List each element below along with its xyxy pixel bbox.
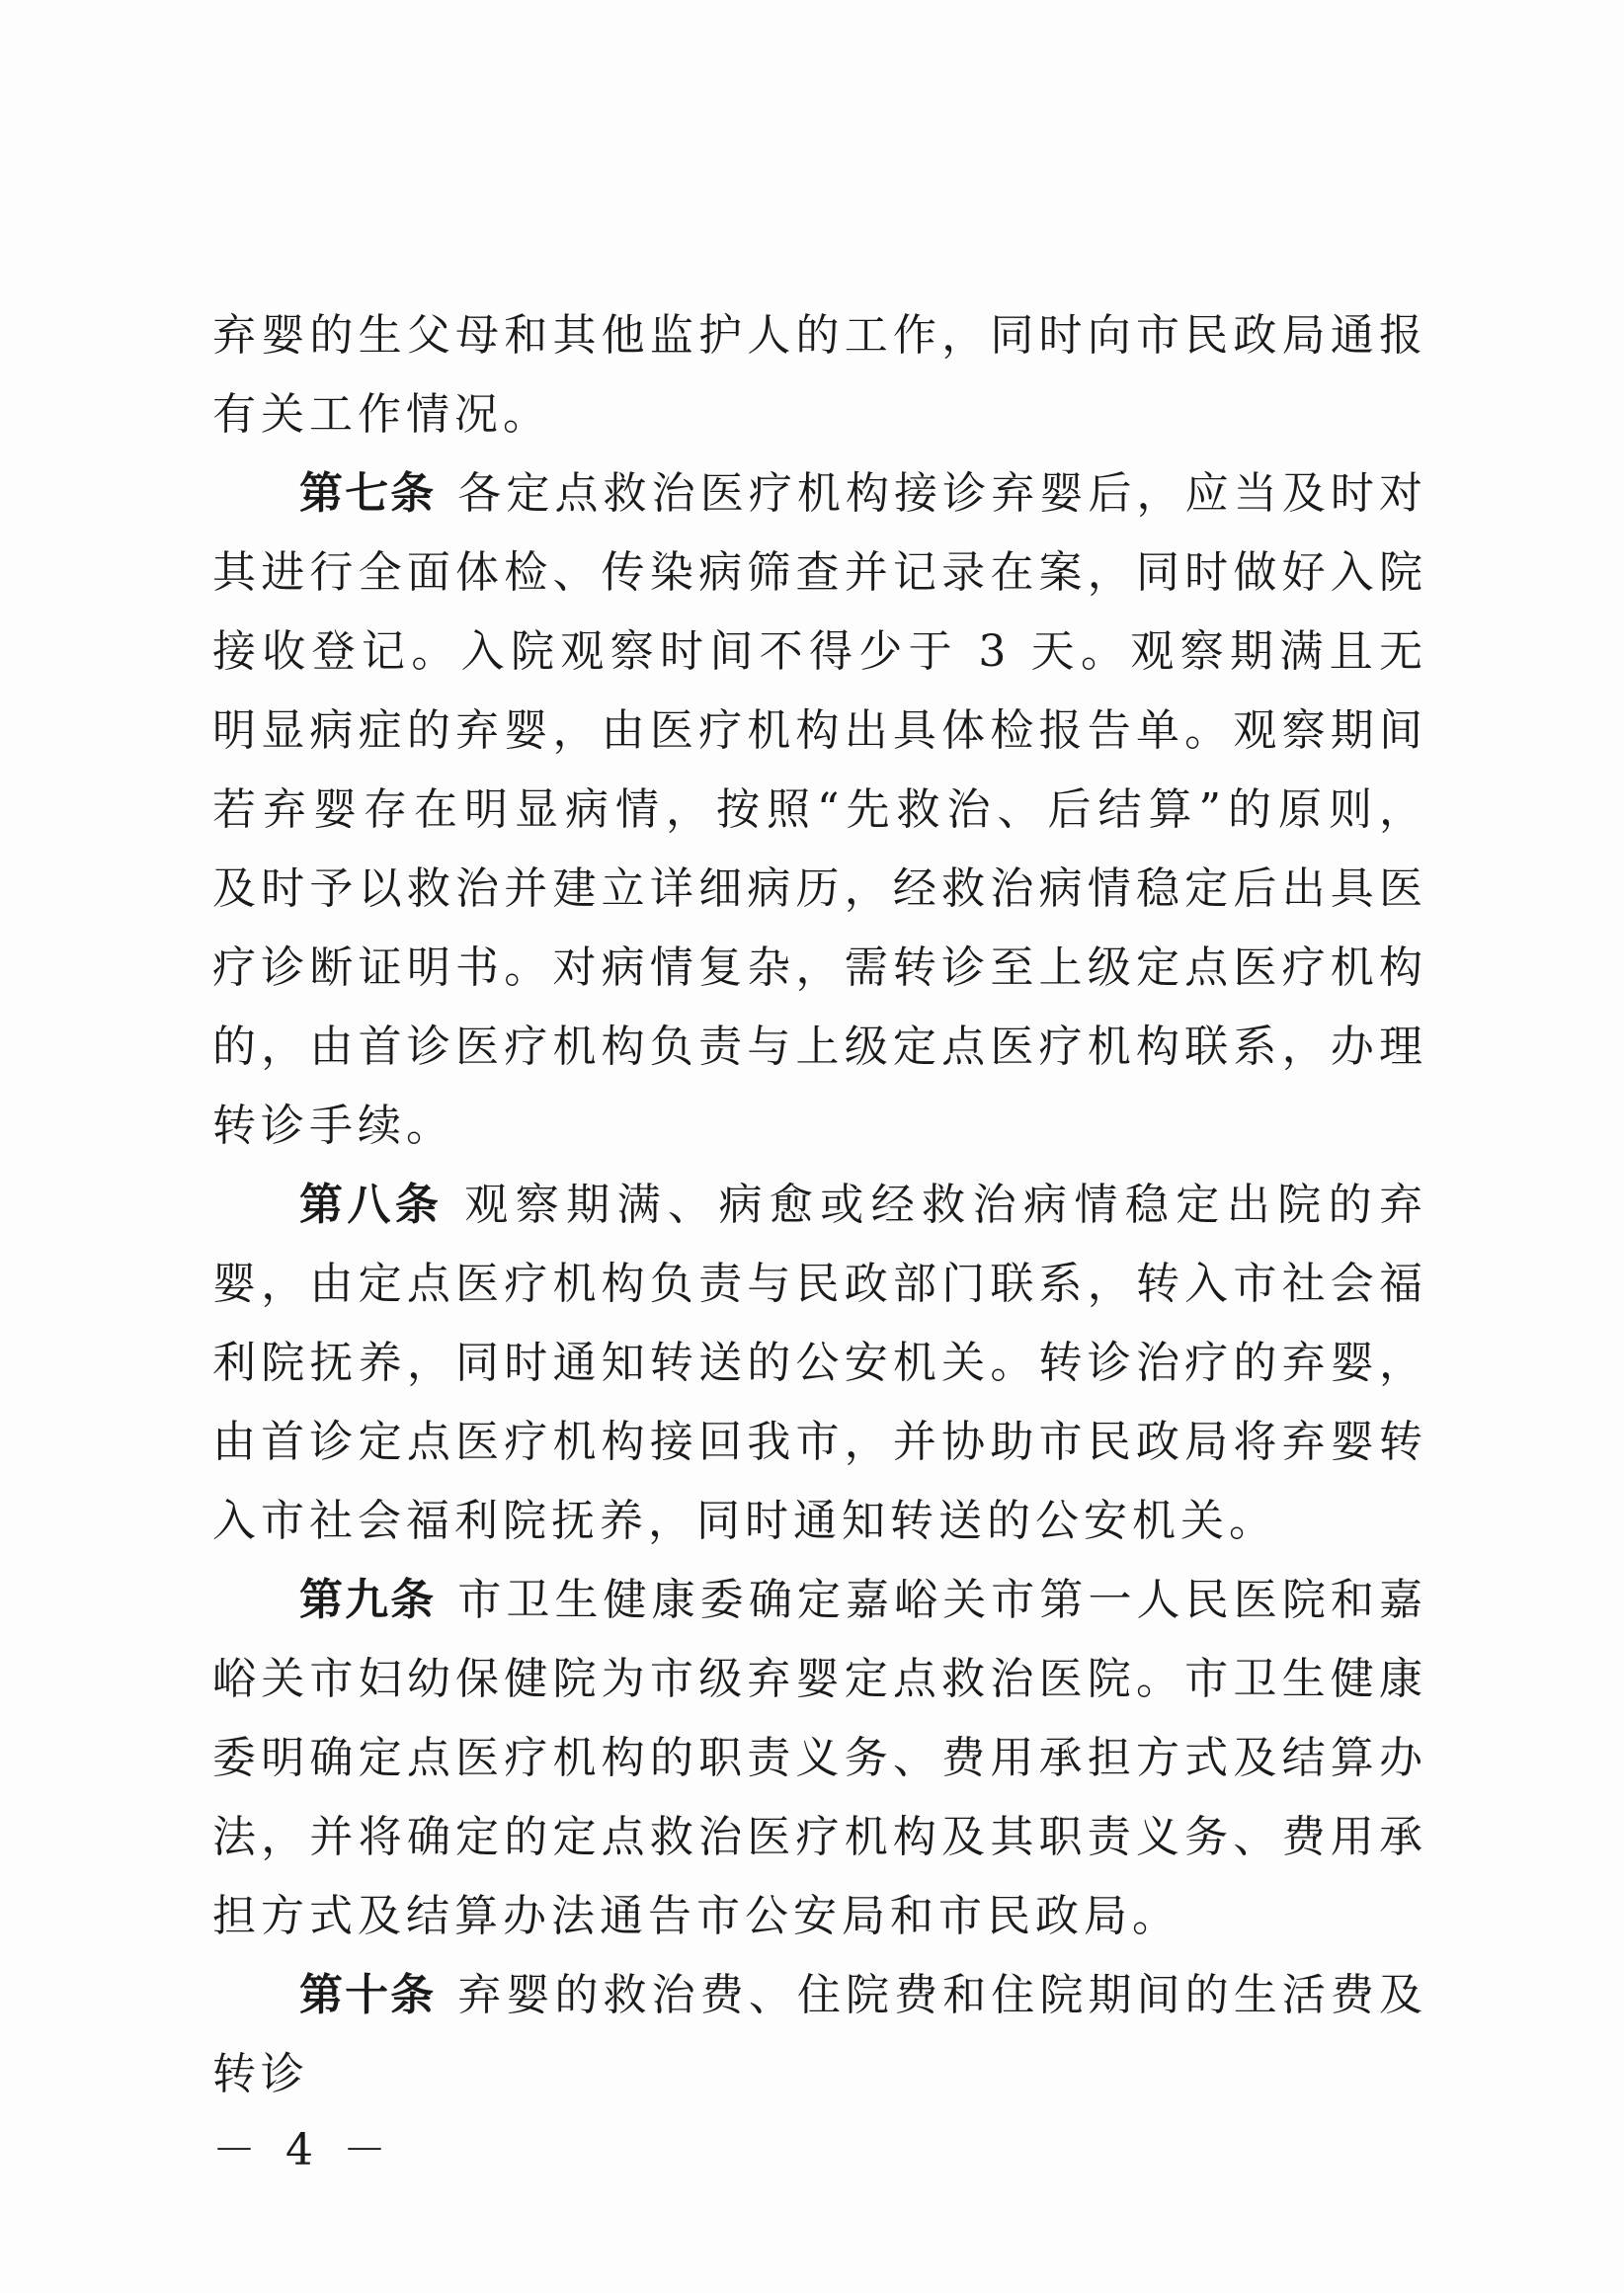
paragraph-text: 各定点救治医疗机构接诊弃婴后，应当及时对其进行全面体检、传染病筛查并记录在案，同时做好入院接收登记。入院观察时间不得少于 3 天。观察期满且无明显病症的弃婴，由医疗机构出具体检报告单。观察期间若弃婴存在明显病情，按照“先救治、后结算”的原则，及时予以救治并建立详细病历，经救治病情稳定后出具医疗诊断证明书。对病情复杂，需转诊至上级定点医疗机构的，由首诊医疗机构负责与上级定点医疗机构联系，办理转诊手续。 [212,468,1428,1151]
paragraph-text: 观察期满、病愈或经救治病情稳定出院的弃婴，由定点医疗机构负责与民政部门联系，转入市社会福利院抚养，同时通知转送的公安机关。转诊治疗的弃婴，由首诊定点医疗机构接回我市，并协助市民政局将弃婴转入市社会福利院抚养，同时通知转送的公安机关。 [212,1180,1428,1546]
paragraph-continuation [212,296,1427,454]
article-heading: 第九条 [299,1575,437,1625]
article-7-paragraph [212,454,1427,1166]
article-heading: 第八条 [299,1180,444,1230]
article-10-paragraph [212,1956,1427,2114]
paragraph-text: 市卫生健康委确定嘉峪关市第一人民医院和嘉峪关市妇幼保健院为市级弃婴定点救治医院。市卫生健康委明确定点医疗机构的职责义务、费用承担方式及结算办法，并将确定的定点救治医疗机构及其职责义务、费用承担方式及结算办法通告市公安局和市民政局。 [212,1575,1428,1941]
paragraph-text: 弃婴的救治费、住院费和住院期间的生活费及转诊 [212,1970,1428,2099]
article-heading: 第十条 [299,1970,437,2020]
page-number: － 4 － [212,2125,394,2175]
article-9-paragraph [212,1561,1427,1956]
document-body [212,296,1427,2114]
article-heading: 第七条 [299,468,437,519]
paragraph-text: 弃婴的生父母和其他监护人的工作，同时向市民政局通报有关工作情况。 [212,310,1427,440]
article-8-paragraph [212,1166,1427,1561]
